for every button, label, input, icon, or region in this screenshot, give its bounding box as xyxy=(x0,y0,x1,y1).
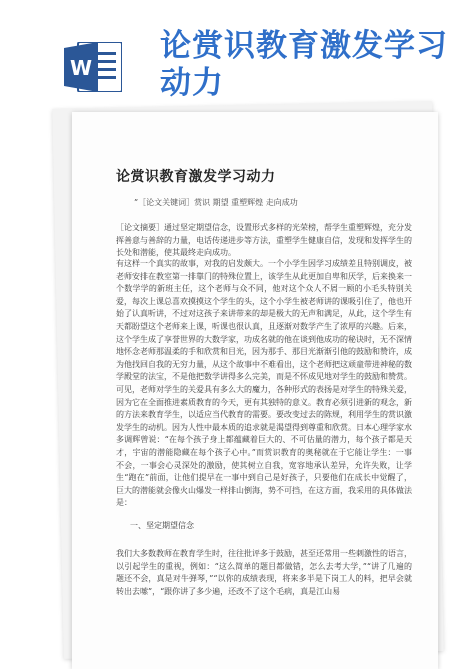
word-icon xyxy=(64,42,122,92)
document-title: 论赏识教育激发学习动力 xyxy=(116,169,276,185)
section-heading: 一、坚定期望信念 xyxy=(130,521,194,530)
abstract-paragraph: ［论文摘要］通过坚定期望信念，设置形式多样的光荣榜，帮学生重塑辉煌，充分发挥善意与善辞的力量，电话传递进步等方法，重塑学生健康自信，发现和发挥学生的长处和潜能，使其最终走向成功。 xyxy=(116,223,412,258)
body-paragraph: 有这样一个真实的故事，对我的启发颇大。一个小学生因学习成绩差且特别调皮，被老师安排在教室第一排靠门的特殊位置上，该学生从此更加自卑和厌学，后来换来一个数学学的新班主任，这个老师与众不同，他对这个众人不屑一顾的小毛头特别关爱，每次上课总喜欢摸摸这个学生的头，这个小学生被老师讲的课吸引住了，他也开始了认真听讲，不过对这孩子来讲带来的却是极大的无声和满足，从此，这个学生有天都盼望这个老师来上课，听课也很认真，且逐渐对数学产生了浓厚的兴趣。后来，这个学生成了享誉世界的大数学家，功成名就的他在谈到他成功的秘诀时，无不深情地怀念老师那温柔的手和欣赏和目光，因为那手、那目光渐渐引他的鼓励和赞许，成为他找回自我的无穷力量，从这个故事中不难看出，这个老师把这顽童带进神秘的数学殿堂的法宝，不是他把数学讲得多么完美，而是不怀成见地对学生的鼓励和赞赏。可见，老师对学生的关爱具有多么大的魔力，各种形式的表扬是对学生的特殊关爱，因为它在全面推进素质教育的今天，更有其独特的意义。教育必须引进新的观念，新的方法来教育学生，以适应当代教育的需要。要改变过去的陈规，利用学生的赏识激发学生的动机。因为人性中最本质的追求就是渴望得到尊重和欣赏。日本心理学家水多调辉曾说：“在每个孩子身上都蕴藏着巨大的、不可估量的潜力，每个孩子都是天才，宇宙的潜能隐藏在每个孩子心中。”而赏识教育的奥秘就在于它能让学生：一事不会，一事会心灵深处的激励，使其树立自我，宽容地承认差异，允许失败，让学生“跑在”前面，让他们提早在一事中到自己是好孩子，只要他们在成长中觉醒了，巨大的潜能就会像火山爆发一样排山倒海，势不可挡，在这方面，我采用的具体做法是： xyxy=(116,259,412,508)
keywords-line: ”［论文关键词］赏识 期望 重塑辉煌 走向成功 xyxy=(134,198,298,207)
page-title: 论赏识教育激发学习动力 xyxy=(160,28,448,101)
document-preview xyxy=(72,112,438,669)
section-paragraph: 我们大多数教师在教育学生时，往往批评多于鼓励，甚至还常用一些刺激性的语言，以引起学生的重视，例如：“这么简单的题目都做错，怎么去考大学，”“讲了几遍的题还不会，真是对牛弹琴，”“以你的成绩表现，将来多半是下岗工人的料，把早会就转出去嗦”，“跟你讲了多少遍，还改不了这个毛病，真是江山易 xyxy=(116,549,412,596)
word-icon-letter: W xyxy=(69,56,93,80)
watermark: ​ xyxy=(16,240,24,254)
